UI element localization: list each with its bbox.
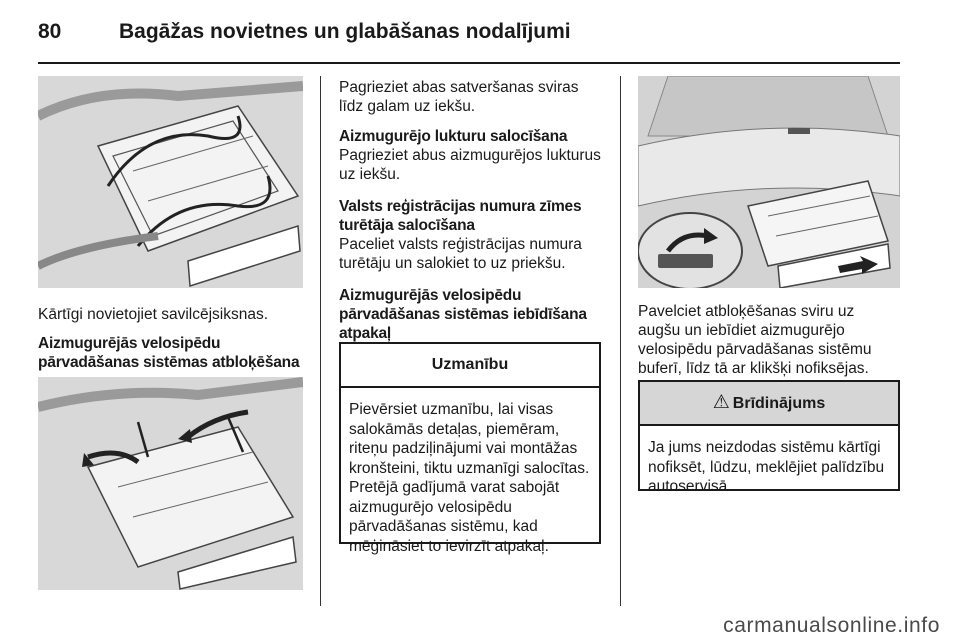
bike-carrier-unlock-illustration	[38, 377, 303, 590]
section-heading-unlock: Aizmugurējās velosipēdu pārvadāšanas sistēmas atbloķēšana	[38, 335, 300, 371]
page-title: Bagāžas novietnes un glabāšanas nodalījumi	[119, 20, 571, 43]
bike-carrier-straps-illustration	[38, 76, 303, 288]
notice-body: Pievērsiet uzmanību, lai visas salokāmās detaļas, piemēram, riteņu padziļinājumi vai montāžas kronšteini, tiktu uzmanīgi salocītas. Pretējā gadījumā varat sabojāt aizmugurējo velosipēdu pārvadāšanas sistēmu, kad mēģināsiet to ievirzīt atpakaļ.	[349, 401, 590, 555]
notice-title: Uzmanību	[341, 344, 599, 388]
section-heading-plate-holder: Valsts reģistrācijas numura zīmes turētāja salocīšana	[339, 198, 582, 234]
bike-carrier-lock-illustration	[638, 76, 900, 288]
warning-header	[640, 382, 898, 426]
warning-body: Ja jums neizdodas sistēmu kārtīgi nofiksēt, lūdzu, meklējiet palīdzību autoservisā.	[648, 439, 885, 495]
rotate-levers-text: Pagrieziet abas satveršanas sviras līdz galam uz iekšu.	[339, 79, 579, 115]
header-divider	[38, 62, 900, 64]
straps-caption: Kārtīgi novietojiet savilcējsiksnas.	[38, 306, 269, 323]
section-heading-push-back: Aizmugurējās velosipēdu pārvadāšanas sistēmas iebīdīšana atpakaļ	[339, 287, 587, 342]
column-divider-2	[620, 76, 621, 606]
notice-box	[339, 342, 601, 555]
warning-box	[638, 380, 900, 495]
plate-holder-text: Paceliet valsts reģistrācijas numura turētāju un salokiet to uz priekšu.	[339, 236, 582, 272]
page-number: 80	[38, 20, 62, 43]
warning-title: Brīdinājums	[732, 395, 826, 412]
lock-instruction-text: Pavelciet atbloķēšanas sviru uz augšu un iebīdiet aizmugurējo velosipēdu pārvadāšanas sistēmu buferī, līdz tā ar klikšķi nofiksējas.	[638, 303, 872, 377]
column-divider-1	[320, 76, 321, 606]
warning-triangle-icon: ⚠	[712, 392, 730, 413]
rear-lights-text: Pagrieziet abus aizmugurējos lukturus uz iekšu.	[339, 147, 601, 183]
section-heading-rear-lights: Aizmugurējo lukturu salocīšana	[339, 128, 568, 145]
watermark: carmanualsonline.info	[723, 614, 940, 637]
